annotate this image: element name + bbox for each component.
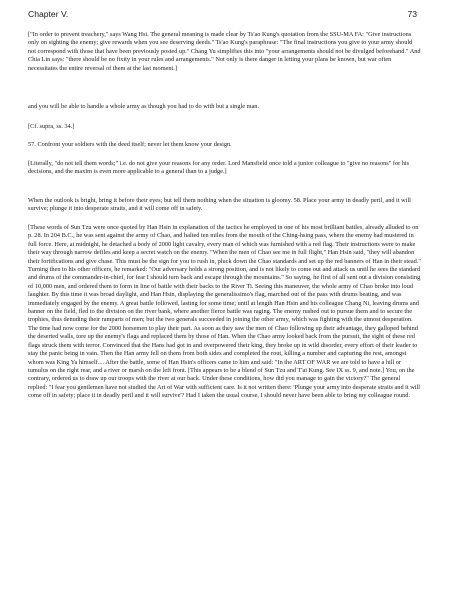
verse-paragraph: When the outlook is bright, bring it before their eyes; but tell them nothing when the situation is gloomy. 58. Place your army in deadly peril, and it will survive; plunge it into desperate straits, and it will come off in safety. (28, 197, 411, 213)
cross-reference-paragraph: [Cf. supra, ss. 34.] (28, 123, 75, 130)
commentary-paragraph: [These words of Sun Tzu were once quoted by Han Hsin in explanation of the tactics he employed in one of his most brilliant battles, already alluded to on p. 28. In 204 B.C., he was sent against the army of Chao, and halted ten miles from the mouth of the Ching-hsing pass, where the enemy had mustered in full force. Here, at midnight, he detached a body of 2000 light cavalry, every man of which was furnished with a red flag. Their instructions were to make their way through narrow defiles and keep a secret watch on the enemy. "When the men of Chao see me in full flight," Han Hsin said, "they will abandon their fortifications and give chase. This must be the sign for you to rush in, pluck down the Chao standards and set up the red banners of Han in their stead." Turning then to his other officers, he remarked: "Our adversary holds a strong position, and is not likely to come out and attack us until he sees the standard and drums of the commander-in-chief, for fear I should turn back and escape through the mountains." So saying, he first of all sent out a division consisting of 10,000 men, and ordered them to form in line of battle with their backs to the River Ti. Seeing this maneuver, the whole army of Chao broke into loud laughter. By this time it was broad daylight, and Han Hsin, displaying the generalissimo's flag, marched out of the pass with drums beating, and was immediately engaged by the enemy. A great battle followed, lasting for some time; until at length Han Hsin and his colleague Chang Ni, leaving drums and banner on the field, fled to the division on the river bank, where another fierce battle was raging. The enemy rushed out to pursue them and to secure the trophies, thus denuding their ramparts of men; but the two generals succeeded in joining the other army, which was fighting with the utmost desperation. The time had now come for the 2000 horsemen to play their part. As soon as they saw the men of Chao following up their advantage, they galloped behind the deserted walls, tore up the enemy's flags and replaced them by those of Han. When the Chao army looked back from the pursuit, the sight of these red flags struck them with terror. Convinced that the Hans had got in and overpowered their king, they broke up in wild disorder, every effort of their leader to stay the panic being in vain. Then the Han army fell on them from both sides and completed the rout, killing a number and capturing the rest, amongst whom was King Ya himself.... After the battle, some of Han Hsin's officers came to him and said: "In the ART OF WAR we are told to have a hill or tumulus on the right rear, and a river or marsh on the left front. [This appears to be a blend of Sun Tzu and T'ai Kung. See IX ss. 9, and note.] You, on the contrary, ordered us to draw up our troops with the river at our back. Under these conditions, how did you manage to gain the victory?" The general replied: "I fear you gentlemen have not studied the Art of War with sufficient care. Is it not written there: 'Plunge your army into desperate straits and it will come off in safety; place it in deadly peril and it will survive'? Had I taken the usual course, I should never have been able to bring my colleague round. (28, 224, 421, 400)
text-paragraph: and you will be able to handle a whole army as though you had to do with but a single man. (28, 103, 260, 110)
commentary-paragraph: ["In order to prevent treachery," says Wang Hsi. The general meaning is made clear by Ts'ao Kung's quotation from the SSU-MA FA: "Give instructions only on sighting the enemy; give rewards when you see deserving deeds." Ts'ao Kung's paraphrase: "The final instructions you give to your army should not correspond with those that have been previously posted up." Chang Yu simplifies this into "your arrangements should not be divulged beforehand." And Chia Lin says: "there should be no fixity in your rules and arrangements." Not only is there danger in letting your plans be known, but war often necessitates the entire reversal of them at the last moment.] (28, 31, 421, 72)
commentary-paragraph: [Literally, "do not tell them words;" i.e. do not give your reasons for any order. Lord Mansfield once told a junior colleague to "give no reasons" for his decisions, and the maxim is even more applicable to a general than to a judge.] (28, 160, 410, 176)
verse-paragraph: 57. Confront your soldiers with the deed itself; never let them know your design. (28, 141, 232, 148)
page-number: 73 (407, 9, 417, 19)
chapter-heading: Chapter V. (28, 9, 69, 19)
